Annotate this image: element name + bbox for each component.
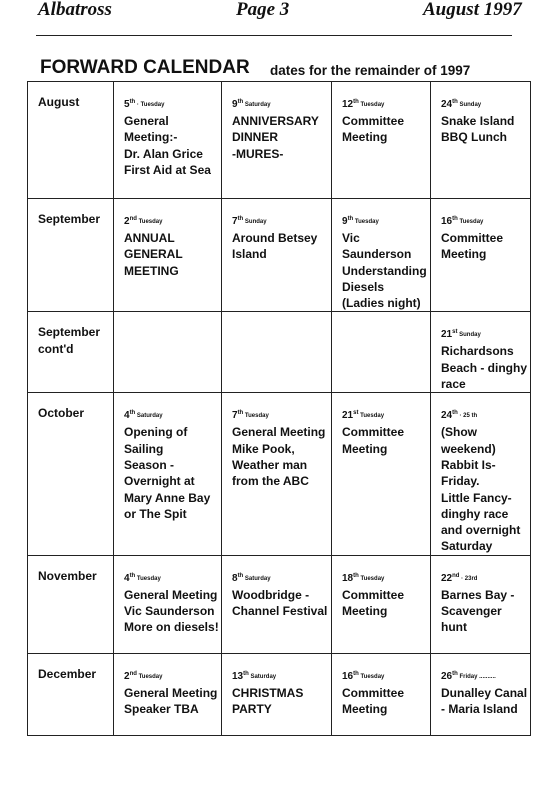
calendar-cell xyxy=(431,312,531,393)
day-suffix: nd xyxy=(452,572,460,579)
event-text: Committee Meeting xyxy=(441,231,504,262)
day-number: 21 xyxy=(441,329,453,341)
month-label: December xyxy=(28,653,114,735)
day-suffix: th xyxy=(452,670,458,677)
month-label: September xyxy=(28,199,114,312)
issue-date: August 1997 xyxy=(423,0,522,20)
day-suffix: th xyxy=(452,216,458,222)
month-label: September cont'd xyxy=(28,312,114,393)
calendar-cell xyxy=(431,653,531,735)
day-suffix: th xyxy=(353,670,359,677)
day-number: 24 xyxy=(441,410,453,422)
day-number: 16 xyxy=(441,216,453,227)
event-text: Committee Meeting xyxy=(342,114,405,145)
event-text: General Meeting Speaker TBA xyxy=(124,685,218,717)
calendar-cell xyxy=(332,653,431,735)
weekday: Tuesday xyxy=(358,673,385,680)
event-text: (Show weekend) Rabbit Is-Friday. Little Fancy- dinghy race and overnight Saturday xyxy=(441,425,521,554)
calendar-cell xyxy=(332,82,431,199)
day-suffix: th xyxy=(353,572,359,579)
calendar-cell xyxy=(114,393,222,555)
page-subtitle: dates for the remainder of 1997 xyxy=(270,63,471,78)
calendar-cell xyxy=(222,653,332,735)
event-date xyxy=(342,568,430,587)
calendar-cell xyxy=(114,199,222,312)
calendar-row xyxy=(28,82,531,199)
event-date xyxy=(441,568,530,587)
day-number: 2 xyxy=(124,216,130,227)
day-number: 16 xyxy=(342,670,354,682)
day-number: 18 xyxy=(342,572,354,584)
event-text: Barnes Bay - Scavenger hunt xyxy=(441,587,515,635)
day-number: 13 xyxy=(232,670,244,682)
calendar-cell xyxy=(431,82,531,199)
weekday: Saturday xyxy=(243,102,271,108)
calendar-cell xyxy=(332,199,431,312)
weekday: Tuesday xyxy=(135,575,161,582)
weekday: Tuesday xyxy=(136,673,163,680)
weekday: Saturday xyxy=(248,673,277,680)
calendar-cell xyxy=(332,312,431,393)
calendar-row xyxy=(28,312,531,393)
day-number: 9 xyxy=(342,216,348,227)
day-number: 4 xyxy=(124,572,130,584)
day-number: 5 xyxy=(124,99,130,110)
event-text: General Meeting Mike Pook, Weather man from the ABC xyxy=(232,425,326,489)
calendar-cell xyxy=(114,312,222,393)
day-number: 8 xyxy=(232,572,238,584)
day-suffix: nd xyxy=(129,216,137,222)
weekday: Friday .......... xyxy=(457,673,496,680)
calendar-cell xyxy=(222,555,332,653)
event-text: CHRISTMAS PARTY xyxy=(232,685,304,717)
day-number: 26 xyxy=(441,670,453,682)
event-text: Dunalley Canal - Maria Island xyxy=(441,685,528,717)
event-text: Opening of Sailing Season - Overnight at Mary Anne Bay or The Spit xyxy=(124,425,211,521)
event-date xyxy=(232,211,331,230)
day-suffix: th xyxy=(237,216,244,222)
calendar-cell xyxy=(114,555,222,653)
calendar-cell xyxy=(222,82,332,199)
event-date xyxy=(342,94,430,113)
event-text: ANNIVERSARY DINNER -MURES- xyxy=(232,114,319,161)
day-number: 12 xyxy=(342,99,354,110)
event-date xyxy=(124,211,221,230)
weekday: Tuesday xyxy=(358,102,385,108)
calendar-row xyxy=(28,555,531,653)
weekday: · Tuesday xyxy=(135,102,165,108)
day-suffix: st xyxy=(452,329,458,336)
newsletter-name: Albatross xyxy=(38,0,112,20)
event-date xyxy=(124,666,221,685)
header-rule xyxy=(36,35,512,36)
day-suffix: th xyxy=(237,572,244,579)
day-number: 9 xyxy=(232,99,238,110)
event-date xyxy=(232,94,331,113)
event-date xyxy=(124,568,221,587)
weekday: Tuesday xyxy=(353,219,379,225)
page-number: Page 3 xyxy=(236,0,290,20)
event-text: Committee Meeting xyxy=(342,587,405,619)
event-text: Woodbridge - Channel Festival xyxy=(232,587,328,619)
event-date xyxy=(232,568,331,587)
day-suffix: th xyxy=(353,99,359,105)
month-label: October xyxy=(28,393,114,555)
day-suffix: nd xyxy=(129,670,137,677)
calendar-cell xyxy=(332,393,431,555)
day-suffix: th xyxy=(129,99,136,105)
event-date xyxy=(342,211,430,230)
day-suffix: st xyxy=(353,410,359,417)
calendar-cell xyxy=(431,199,531,312)
event-date xyxy=(124,405,221,424)
event-text: Committee Meeting xyxy=(342,425,405,456)
calendar-row xyxy=(28,653,531,735)
weekday: Saturday xyxy=(243,575,271,582)
event-date xyxy=(232,405,331,424)
day-number: 7 xyxy=(232,410,238,422)
event-text: ANNUAL GENERAL MEETING xyxy=(124,231,183,278)
event-date xyxy=(342,405,430,424)
event-text: General Meeting:- Dr. Alan Grice First Aid at Sea xyxy=(124,114,211,177)
month-label: August xyxy=(28,82,114,199)
day-suffix: th xyxy=(452,410,458,417)
calendar-row xyxy=(28,393,531,555)
calendar-cell xyxy=(222,312,332,393)
day-number: 4 xyxy=(124,410,130,422)
day-number: 22 xyxy=(441,572,453,584)
month-label: November xyxy=(28,555,114,653)
event-date xyxy=(232,666,331,685)
day-number: 2 xyxy=(124,670,130,682)
event-text: Vic Saunderson Understanding Diesels (Ladies night) xyxy=(342,231,427,311)
event-date xyxy=(441,211,530,230)
calendar-cell xyxy=(222,199,332,312)
weekday: Tuesday xyxy=(243,413,269,420)
event-date xyxy=(342,666,430,685)
weekday: Tuesday xyxy=(457,219,484,225)
page-title: FORWARD CALENDAR xyxy=(40,57,250,78)
event-text: General Meeting Vic Saunderson More on diesels! xyxy=(124,587,219,635)
day-number: 24 xyxy=(441,99,453,110)
day-suffix: th xyxy=(237,99,244,105)
calendar-cell xyxy=(431,555,531,653)
weekday: Tuesday xyxy=(358,575,385,582)
event-date xyxy=(441,324,530,343)
calendar-row xyxy=(28,199,531,312)
calendar-cell xyxy=(332,555,431,653)
event-text: Snake Island BBQ Lunch xyxy=(441,114,515,145)
day-suffix: th xyxy=(347,216,354,222)
weekday: Sunday xyxy=(457,102,482,108)
weekday: Tuesday xyxy=(358,413,385,420)
calendar-table xyxy=(27,81,531,736)
calendar-cell xyxy=(114,82,222,199)
day-suffix: th xyxy=(243,670,249,677)
day-number: 7 xyxy=(232,216,238,227)
weekday: Tuesday xyxy=(136,219,163,225)
event-text: Richardsons Beach - dinghy race xyxy=(441,344,528,392)
day-suffix: th xyxy=(237,410,244,417)
event-date xyxy=(441,666,530,685)
weekday: Saturday xyxy=(135,413,163,420)
day-suffix: th xyxy=(129,410,136,417)
event-text: Around Betsey Island xyxy=(232,231,318,262)
weekday: · 25 th xyxy=(457,413,478,420)
page-header xyxy=(0,0,553,26)
weekday: · 23rd xyxy=(459,575,478,582)
event-date xyxy=(441,405,530,424)
event-date xyxy=(124,94,221,113)
day-suffix: th xyxy=(129,572,136,579)
weekday: Sunday xyxy=(457,332,481,339)
day-suffix: th xyxy=(452,99,458,105)
calendar-cell xyxy=(222,393,332,555)
event-date xyxy=(441,94,530,113)
calendar-cell xyxy=(114,653,222,735)
weekday: Sunday xyxy=(243,219,267,225)
calendar-cell xyxy=(431,393,531,555)
day-number: 21 xyxy=(342,410,354,422)
event-text: Committee Meeting xyxy=(342,685,405,717)
